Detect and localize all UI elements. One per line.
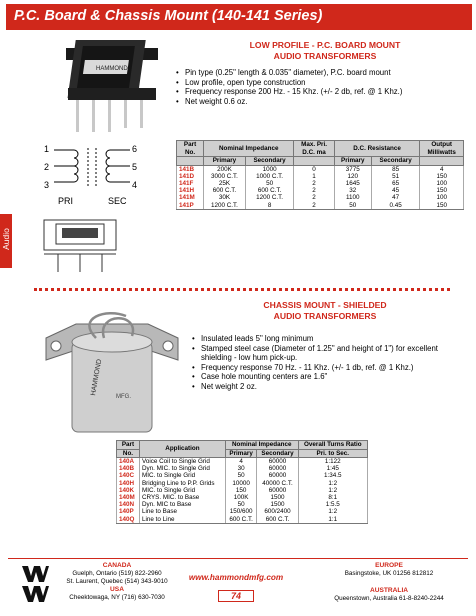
footer-usa-title: USA (110, 586, 124, 593)
table-cell-pri: 50 (225, 501, 257, 508)
table-cell-rs: 85 (371, 165, 420, 173)
pin-label: 4 (132, 180, 138, 190)
table-cell-rs: 45 (371, 187, 420, 194)
col-header: Secondary (245, 157, 294, 166)
table-cell-sec: 600 C.T. (257, 516, 298, 524)
table-cell-ratio: 1:2 (298, 480, 367, 487)
page-title: P.C. Board & Chassis Mount (140-141 Series) (6, 4, 472, 28)
table-cell-sec: 60000 (257, 465, 298, 472)
pcb-title-line1: LOW PROFILE - P.C. BOARD MOUNT (249, 40, 401, 50)
chassis-title-line2: AUDIO TRANSFORMERS (273, 310, 377, 321)
table-cell-pri: 30K (204, 194, 246, 201)
pin-label: 5 (132, 162, 138, 172)
table-cell-sec: 60000 (257, 472, 298, 479)
table-cell-part: 141B (177, 165, 204, 173)
col-header: Output Milliwatts (420, 141, 464, 157)
table-cell-rp: 120 (334, 173, 371, 180)
col-header: Primary (225, 449, 257, 458)
table-cell-sec: 1000 (245, 165, 294, 173)
chassis-bullet: • Stamped steel case (Diameter of 1.25" and height of 1") for excellent shielding - low hum pick-up. (192, 344, 468, 363)
table-cell-pri: 150/600 (225, 508, 257, 515)
pcb-bullet: • Net weight 0.6 oz. (176, 97, 466, 107)
table-cell-ma: 1 (294, 173, 334, 180)
col-header: Max. Pri. D.C. ma (294, 141, 334, 157)
pcb-bullet: • Frequency response 200 Hz. - 15 Khz. (+/- 2 db, ref. @ 1 Khz.) (176, 87, 466, 97)
table-cell-rs: 51 (371, 173, 420, 180)
footer-australia-line: Queenstown, Australia 61-8-8240-2244 (334, 595, 444, 602)
table-row (177, 165, 464, 173)
table-cell-pri: 600 C.T. (204, 187, 246, 194)
table-cell-part: 140K (117, 487, 140, 494)
table-cell-mw: 4 (420, 165, 464, 173)
audio-side-tab (0, 214, 12, 268)
table-cell-app: CRYS. MIC. to Base (139, 494, 225, 501)
table-cell-rp: 50 (334, 202, 371, 210)
table-row (177, 187, 464, 194)
pcb-bullet-list (176, 68, 466, 106)
hammond-logo (20, 562, 50, 606)
table-cell-pri: 30 (225, 465, 257, 472)
pcb-spec-table (176, 140, 464, 210)
pcb-bullet: • Low profile, open type construction (176, 78, 466, 88)
footer-canada-line: St. Laurent, Quebec (514) 343-9010 (66, 578, 168, 585)
pcb-section-title (200, 40, 450, 61)
col-header: Part (117, 441, 140, 450)
pcb-outline-drawing (38, 214, 128, 276)
table-cell-sec: 50 (245, 180, 294, 187)
footer-usa-line: Cheektowaga, NY (716) 630-7030 (69, 594, 165, 601)
table-cell-ratio: 1:34.5 (298, 472, 367, 479)
table-cell-app: MIC. to Single Grid (139, 472, 225, 479)
table-cell-mw: 150 (420, 202, 464, 210)
header-rule (6, 28, 472, 30)
pcb-transformer-photo (62, 38, 162, 138)
footer-canada-title: CANADA (102, 562, 132, 569)
table-row (117, 494, 368, 501)
col-header: D.C. Resistance (334, 141, 420, 157)
table-cell-part: 140H (117, 480, 140, 487)
table-cell-part: 140Q (117, 516, 140, 524)
svg-text:MFG.: MFG. (116, 394, 131, 400)
col-header: No. (117, 449, 140, 458)
table-cell-part: 141F (177, 180, 204, 187)
chassis-bullet: • Net weight 2 oz. (192, 382, 468, 392)
table-cell-ma: 2 (294, 180, 334, 187)
table-cell-rp: 32 (334, 187, 371, 194)
pin-label: 2 (44, 162, 50, 172)
table-cell-mw: 100 (420, 180, 464, 187)
table-row (177, 173, 464, 180)
table-cell-pri: 25K (204, 180, 246, 187)
pcb-title-line2: AUDIO TRANSFORMERS (273, 50, 377, 61)
table-cell-sec: 600/2400 (257, 508, 298, 515)
section-divider (34, 288, 450, 291)
table-cell-sec: 600 C.T. (245, 187, 294, 194)
table-cell-sec: 40000 C.T. (257, 480, 298, 487)
chassis-transformer-photo (36, 298, 186, 448)
table-cell-pri: 100K (225, 494, 257, 501)
table-row (117, 458, 368, 466)
table-cell-ratio: 8:1 (298, 494, 367, 501)
table-row (117, 516, 368, 524)
col-header: Pri. to Sec. (298, 449, 367, 458)
chassis-bullet: • Frequency response 70 Hz. - 11 Khz. (+/- 1 db, ref. @ 1 Khz.) (192, 363, 468, 373)
table-cell-mw: 100 (420, 194, 464, 201)
table-cell-part: 141M (177, 194, 204, 201)
table-cell-sec: 1200 C.T. (245, 194, 294, 201)
page-number: 74 (218, 590, 254, 602)
table-cell-pri: 200K (204, 165, 246, 173)
table-cell-part: 140A (117, 458, 140, 466)
chassis-bullet: • Case hole mounting centers are 1.6" (192, 372, 468, 382)
table-cell-ma: 2 (294, 187, 334, 194)
table-cell-ratio: 1:5.5 (298, 501, 367, 508)
pin-label: 1 (44, 144, 50, 154)
col-header: Nominal Impedance (204, 141, 294, 157)
footer-canada (58, 562, 176, 602)
table-cell-part: 141D (177, 173, 204, 180)
table-cell-part: 140C (117, 472, 140, 479)
table-row (117, 508, 368, 515)
table-cell-ratio: 1:2 (298, 508, 367, 515)
pcb-bullet: • Pin type (0.25" length & 0.035" diameter), P.C. board mount (176, 68, 466, 78)
table-cell-app: Dyn. MIC. to Single Grid (139, 465, 225, 472)
transformer-schematic (44, 140, 174, 220)
footer-rule (8, 558, 468, 559)
table-cell-rs: 47 (371, 194, 420, 201)
table-cell-rp: 3775 (334, 165, 371, 173)
website-link[interactable]: www.hammondmfg.com (188, 573, 284, 582)
table-cell-rs: 65 (371, 180, 420, 187)
chassis-bullet-list (192, 334, 468, 392)
table-cell-ma: 0 (294, 165, 334, 173)
table-row (117, 480, 368, 487)
table-cell-rp: 1645 (334, 180, 371, 187)
table-cell-rs: 0.45 (371, 202, 420, 210)
table-row (177, 202, 464, 210)
col-header: Overall Turns Ratio (298, 441, 367, 450)
table-cell-sec: 1500 (257, 501, 298, 508)
col-header: Primary (204, 157, 246, 166)
table-cell-ma: 2 (294, 202, 334, 210)
coil-symbol (54, 146, 130, 188)
svg-text:HAMMOND: HAMMOND (90, 358, 104, 397)
table-cell-pri: 10000 (225, 480, 257, 487)
table-cell-app: Bridging Line to P.P. Grids (139, 480, 225, 487)
table-row (117, 472, 368, 479)
table-cell-ratio: 1:1 (298, 516, 367, 524)
table-row (177, 180, 464, 187)
table-cell-app: Line to Line (139, 516, 225, 524)
col-header: Application (139, 441, 225, 458)
table-row (117, 501, 368, 508)
svg-text:HAMMOND: HAMMOND (96, 66, 128, 72)
footer-canada-line: Guelph, Ontario (519) 822-2960 (72, 570, 162, 577)
table-row (117, 465, 368, 472)
table-cell-part: 140N (117, 501, 140, 508)
table-cell-sec: 60000 (257, 487, 298, 494)
chassis-section-title (200, 300, 450, 321)
table-cell-app: Line to Base (139, 508, 225, 515)
table-cell-pri: 150 (225, 487, 257, 494)
table-cell-pri: 3000 C.T. (204, 173, 246, 180)
col-header: Part No. (177, 141, 204, 157)
pri-label: PRI (58, 196, 74, 206)
col-header: Nominal Impedance (225, 441, 298, 450)
table-cell-sec: 60000 (257, 458, 298, 466)
table-cell-pri: 4 (225, 458, 257, 466)
table-cell-sec: 1000 C.T. (245, 173, 294, 180)
table-cell-ratio: 1:2 (298, 487, 367, 494)
table-cell-mw: 150 (420, 173, 464, 180)
table-cell-ratio: 1:122 (298, 458, 367, 466)
table-cell-app: MIC. to Single Grid (139, 487, 225, 494)
table-row (177, 194, 464, 201)
table-row (117, 487, 368, 494)
table-cell-app: Voice Coil to Single Grid (139, 458, 225, 466)
table-cell-part: 140P (117, 508, 140, 515)
table-cell-sec: 1500 (257, 494, 298, 501)
footer-europe (314, 562, 464, 603)
side-tab-label: Audio (1, 228, 11, 250)
table-cell-app: Dyn. MIC to Base (139, 501, 225, 508)
chassis-bullet: • Insulated leads 5" long minimum (192, 334, 468, 344)
table-cell-part: 140B (117, 465, 140, 472)
table-cell-part: 140M (117, 494, 140, 501)
col-header: Primary (334, 157, 371, 166)
table-cell-ratio: 1:45 (298, 465, 367, 472)
footer-europe-title: EUROPE (375, 562, 403, 569)
sec-label: SEC (108, 196, 127, 206)
pin-label: 3 (44, 180, 50, 190)
table-cell-pri: 50 (225, 472, 257, 479)
table-cell-rp: 1100 (334, 194, 371, 201)
table-cell-part: 141H (177, 187, 204, 194)
pin-label: 6 (132, 144, 138, 154)
table-cell-ma: 2 (294, 194, 334, 201)
table-cell-sec: 8 (245, 202, 294, 210)
chassis-title-line1: CHASSIS MOUNT - SHIELDED (263, 300, 387, 310)
table-cell-pri: 1200 C.T. (204, 202, 246, 210)
table-cell-mw: 150 (420, 187, 464, 194)
table-cell-pri: 600 C.T. (225, 516, 257, 524)
col-header: Secondary (371, 157, 420, 166)
footer-australia-title: AUSTRALIA (369, 587, 409, 594)
col-header: Secondary (257, 449, 298, 458)
chassis-spec-table (116, 440, 368, 524)
table-cell-part: 141P (177, 202, 204, 210)
footer-europe-line: Basingstoke, UK 01256 812812 (344, 570, 434, 577)
